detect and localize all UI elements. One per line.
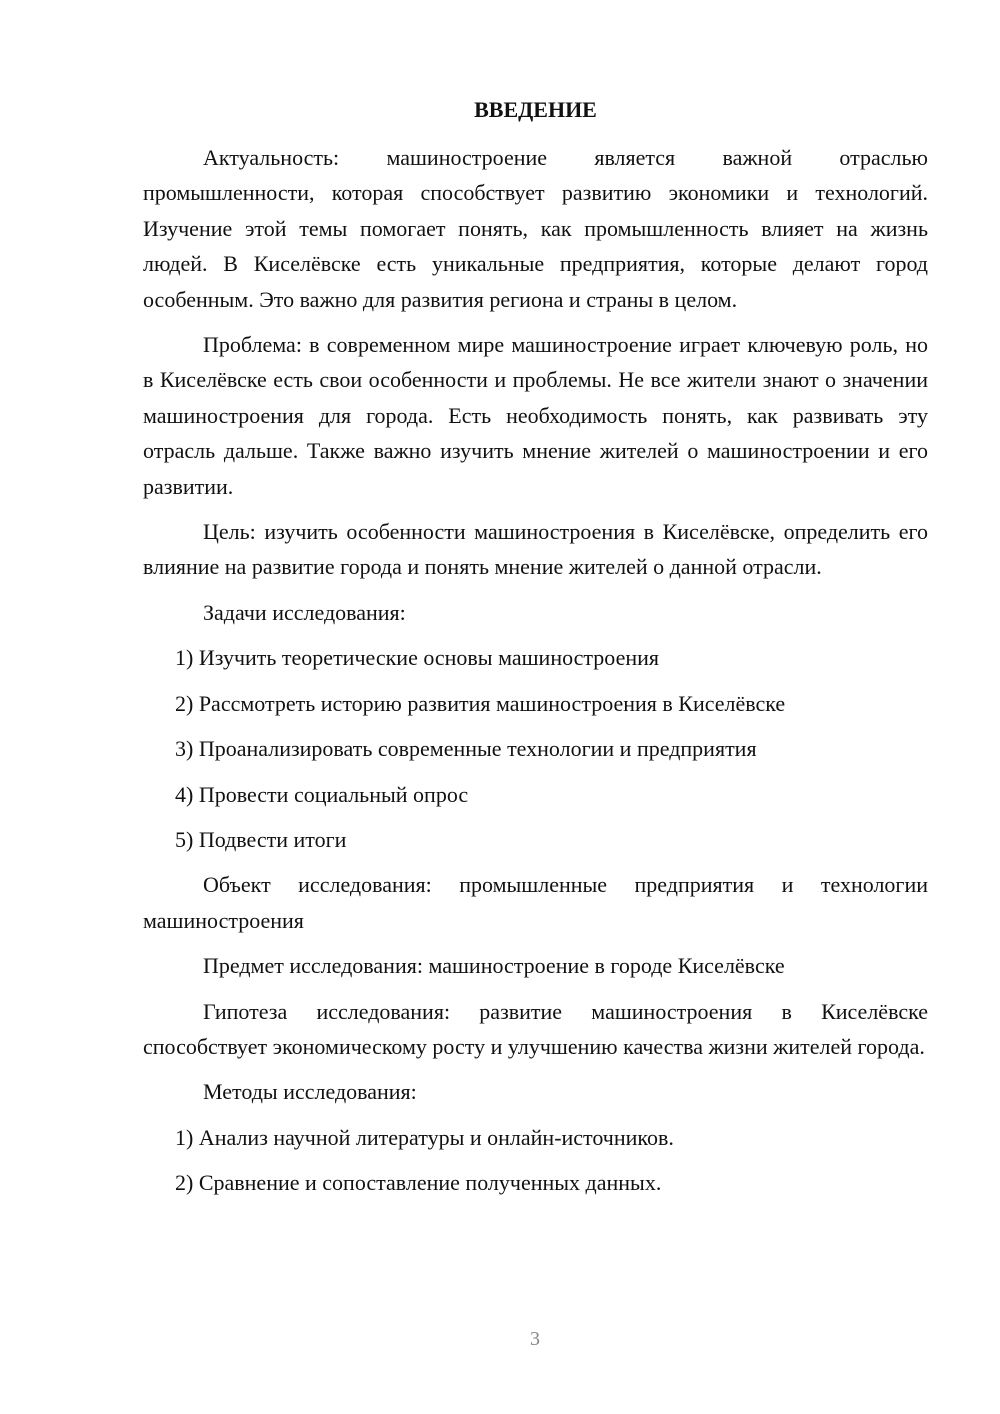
task-item-5: 5) Подвести итоги xyxy=(175,826,347,852)
method-item-2: 2) Сравнение и сопоставление полученных данных. xyxy=(175,1170,662,1196)
problem-paragraph: Проблема: в современном мире машиностроение играет ключевую роль, но в Киселёвске есть свои особенности и проблемы. Не все жители знают о значении машиностроения для города. Есть необходимость понять, как развивать эту отрасль дальше. Также важно изучить мнение жителей о машиностроении и его развитии. xyxy=(143,332,928,499)
subject-paragraph: Предмет исследования: машиностроение в городе Киселёвске xyxy=(203,953,785,979)
document-page xyxy=(143,92,928,1211)
task-item-3: 3) Проанализировать современные технологии и предприятия xyxy=(175,736,757,762)
tasks-heading: Задачи исследования: xyxy=(203,599,406,625)
task-item-1: 1) Изучить теоретические основы машиностроения xyxy=(175,645,659,671)
task-item-2: 2) Рассмотреть историю развития машиностроения в Киселёвске xyxy=(175,690,786,716)
hypothesis-paragraph: Гипотеза исследования: развитие машиностроения в Киселёвске способствует экономическому росту и улучшению качества жизни жителей города. xyxy=(143,998,928,1059)
object-paragraph: Объект исследования: промышленные предприятия и технологии машиностроения xyxy=(143,872,928,933)
methods-heading: Методы исследования: xyxy=(203,1079,417,1105)
goal-paragraph: Цель: изучить особенности машиностроения в Киселёвске, определить его влияние на развитие города и понять мнение жителей о данной отрасли. xyxy=(143,519,928,580)
task-item-4: 4) Провести социальный опрос xyxy=(175,781,469,807)
method-item-1: 1) Анализ научной литературы и онлайн-источников. xyxy=(175,1124,674,1150)
page-number: 3 xyxy=(530,1328,540,1350)
page-title: ВВЕДЕНИЕ xyxy=(474,97,597,122)
relevance-paragraph: Актуальность: машиностроение является важной отраслью промышленности, которая способствует развитию экономики и технологий. Изучение этой темы помогает понять, как промышленность влияет на жизнь людей. В Киселёвске есть уникальные предприятия, которые делают город особенным. Это важно для развития региона и страны в целом. xyxy=(143,145,928,312)
